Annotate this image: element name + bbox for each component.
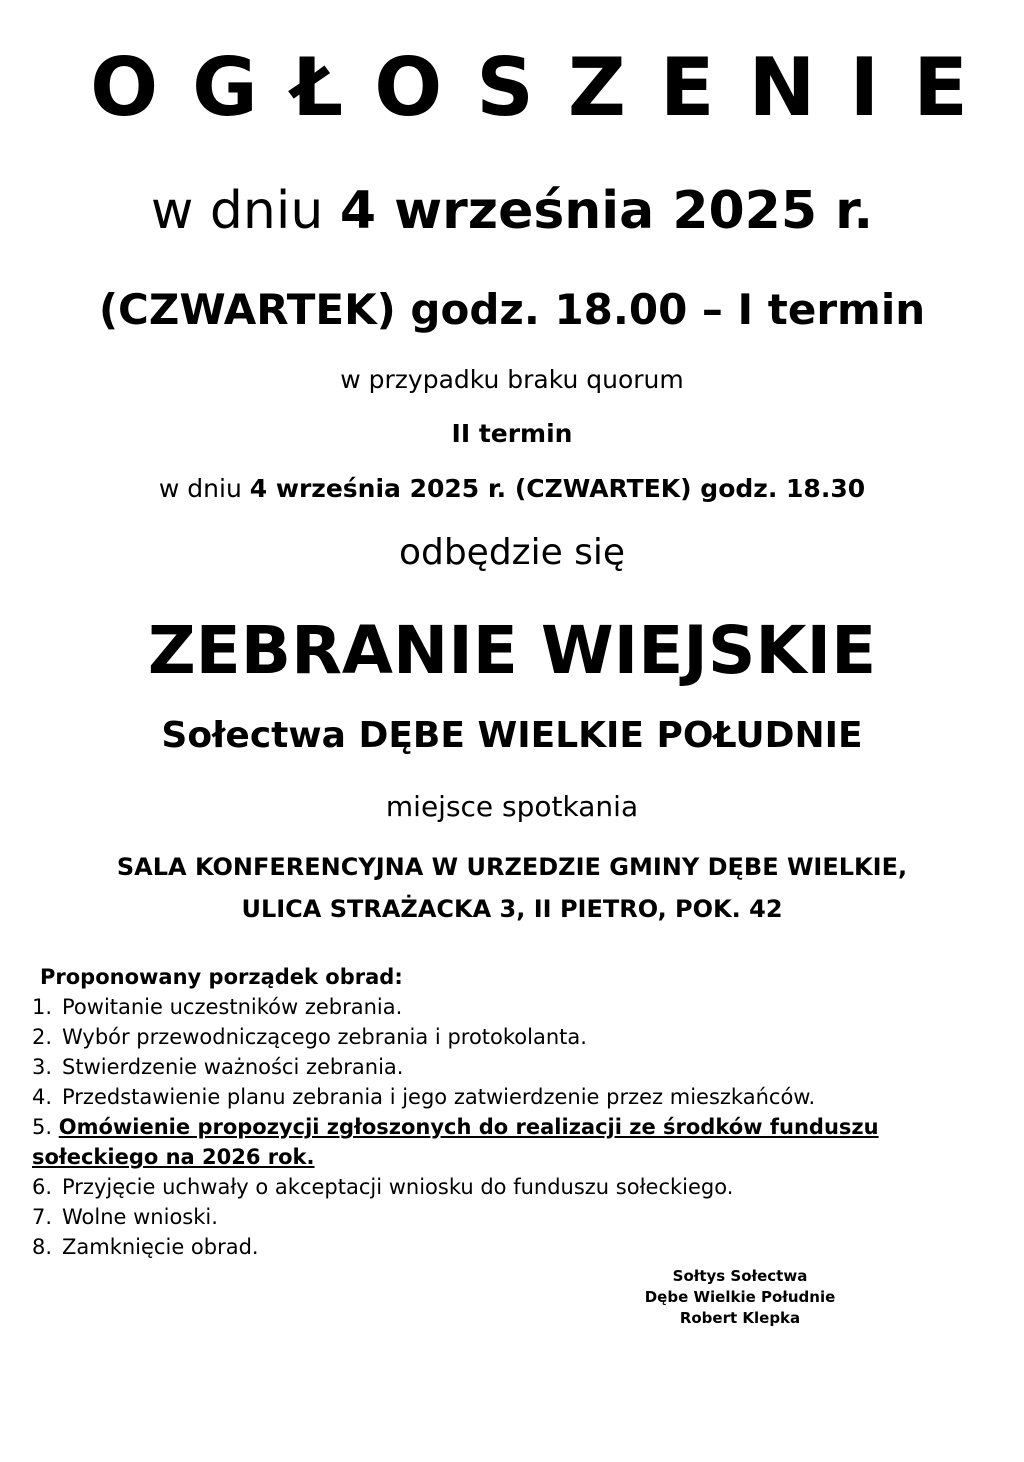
agenda-item-text: Zamknięcie obrad. — [62, 1235, 259, 1259]
signature-name: Robert Klepka — [679, 1309, 801, 1327]
agenda-item-number: 1. — [32, 995, 53, 1019]
signature-role: Sołtys Sołectwa — [672, 1267, 808, 1285]
second-term-label: II termin — [451, 419, 573, 448]
agenda-item-text: Omówienie propozycji zgłoszonych do realizacji ze środków funduszu sołeckiego na 2026 rok. — [32, 1115, 879, 1169]
agenda-item-highlighted — [32, 1112, 912, 1172]
agenda-item — [32, 1022, 992, 1052]
location-line-2: ULICA STRAŻACKA 3, II PIETRO, POK. 42 — [241, 895, 783, 923]
agenda-item-number: 2. — [32, 1025, 53, 1049]
agenda-item-number: 4. — [32, 1085, 53, 1109]
meeting-title: ZEBRANIE WIEJSKIE — [147, 612, 877, 689]
agenda-item — [32, 1202, 992, 1232]
agenda-item — [32, 1082, 992, 1112]
location-label: miejsce spotkania — [385, 790, 639, 823]
agenda-item — [32, 992, 992, 1022]
event-intro: odbędzie się — [398, 532, 626, 573]
agenda-item-text: Przedstawienie planu zebrania i jego zatwierdzenie przez mieszkańców. — [62, 1085, 816, 1109]
first-term-date-prefix: w dniu — [150, 181, 340, 241]
agenda-heading: Proponowany porządek obrad: — [40, 965, 403, 989]
agenda-item-number: 5. — [32, 1115, 53, 1139]
agenda-item — [32, 1052, 992, 1082]
agenda-item-number: 3. — [32, 1055, 53, 1079]
agenda-item-number: 6. — [32, 1175, 53, 1199]
agenda-item-text: Wolne wnioski. — [62, 1205, 218, 1229]
agenda-item-number: 7. — [32, 1205, 53, 1229]
agenda-item-text: Przyjęcie uchwały o akceptacji wniosku do funduszu sołeckiego. — [62, 1175, 734, 1199]
agenda-item-text: Powitanie uczestników zebrania. — [62, 995, 403, 1019]
agenda-item-text: Stwierdzenie ważności zebrania. — [62, 1055, 404, 1079]
quorum-note: w przypadku braku quorum — [340, 365, 684, 394]
agenda — [32, 962, 992, 1262]
signature-block — [600, 1266, 880, 1329]
announcement-title: OGŁOSZENIE — [90, 41, 1002, 134]
village-name: Sołectwa DĘBE WIELKIE POŁUDNIE — [161, 715, 863, 756]
agenda-item — [32, 1232, 992, 1262]
first-term-date — [0, 178, 1024, 244]
agenda-item-number: 8. — [32, 1235, 53, 1259]
second-term-date — [0, 472, 1024, 506]
second-term-date-value: 4 września 2025 r. (CZWARTEK) godz. 18.30 — [249, 474, 866, 503]
location-line-1: SALA KONFERENCYJNA W URZEDZIE GMINY DĘBE WIELKIE, — [116, 853, 908, 881]
first-term-day-time: (CZWARTEK) godz. 18.00 – I termin — [98, 285, 926, 334]
agenda-item — [32, 1172, 992, 1202]
agenda-item-text: Wybór przewodniczącego zebrania i protokolanta. — [62, 1025, 587, 1049]
signature-village: Dębe Wielkie Południe — [644, 1288, 836, 1306]
second-term-date-prefix: w dniu — [158, 474, 250, 503]
first-term-date-value: 4 września 2025 r. — [339, 181, 874, 241]
